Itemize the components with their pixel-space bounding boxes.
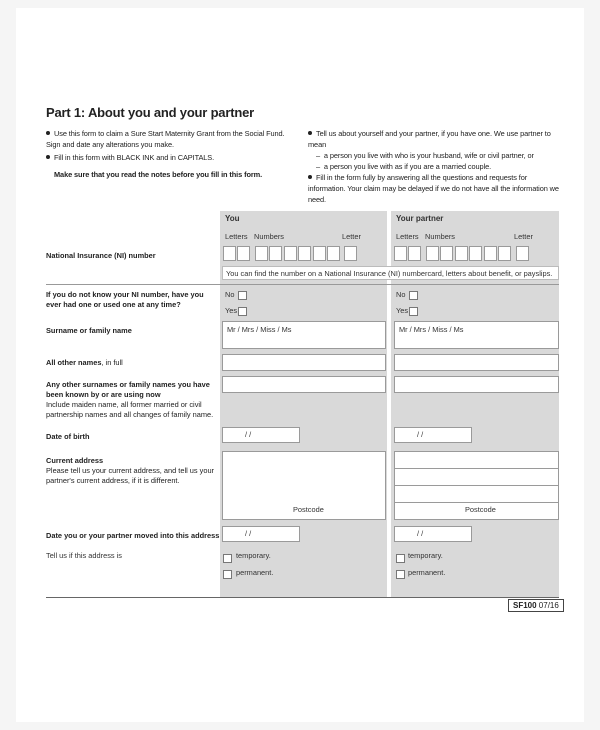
you-ni-cell[interactable] [237,246,250,261]
intro-bullet-2: Fill in this form with BLACK INK and in CAPITALS. [46,152,291,163]
address-label: Current address Please tell us your current address, and tell us your partner's current address, if it is different. [46,456,215,485]
partner-ni-cell[interactable] [426,246,439,261]
you-no-label: No [225,290,235,299]
address-line [395,468,558,469]
moved-date-label: Date you or your partner moved into this address [46,531,220,540]
dob-label: Date of birth [46,432,90,441]
you-yes-checkbox[interactable] [238,307,247,316]
bullet-icon [46,131,50,135]
ni-hint-text: You can find the number on a National Insurance (NI) numbercard, letters about benefit, or payslips. [226,269,553,278]
intro-bullet-1: Use this form to claim a Sure Start Maternity Grant from the Social Fund. Sign and date any alterations you make. [46,129,285,149]
read-notes-warning: Make sure that you read the notes before you fill in this form. [54,170,263,179]
partner-address-input[interactable] [394,451,559,520]
partner-temporary-checkbox[interactable] [396,554,405,563]
you-ni-cell[interactable] [313,246,326,261]
partner-ni-cell[interactable] [516,246,529,261]
you-header: You [225,214,240,223]
partner-ni-letters-label: Letters [396,232,419,241]
you-permanent-checkbox[interactable] [223,570,232,579]
partner-other-surnames-input[interactable] [394,376,559,393]
partner-ni-letter-label: Letter [514,232,533,241]
you-permanent-label: permanent. [236,568,274,577]
surname-label: Surname or family name [46,326,132,335]
partner-permanent-checkbox[interactable] [396,570,405,579]
bottom-rule [46,597,559,598]
you-ni-cell[interactable] [284,246,297,261]
other-names-label: All other names, in full [46,358,123,367]
other-surnames-label: Any other surnames or family names you have been known by or are using now Include maiden name, all former married or civil partnership names and all changes of family name. [46,380,216,420]
partner-moved-sep: / / [417,529,424,538]
you-ni-numbers-label: Numbers [254,232,284,241]
you-ni-letters-label: Letters [225,232,248,241]
you-ni-cell[interactable] [255,246,268,261]
form-code: SF100 07/16 [508,599,564,612]
partner-dob-sep: / / [417,430,424,439]
you-other-surnames-input[interactable] [222,376,386,393]
partner-def-1: – a person you live with who is your husband, wife or civil partner, or [316,151,534,160]
bullet-icon [308,175,312,179]
you-temporary-checkbox[interactable] [223,554,232,563]
you-moved-sep: / / [245,529,252,538]
other-surnames-note: Include maiden name, all former married or civil partnership names and all changes of family name. [46,400,214,419]
partner-no-checkbox[interactable] [409,291,418,300]
partner-dob-input[interactable] [394,427,472,443]
address-line [395,502,558,503]
partner-ni-cell[interactable] [484,246,497,261]
part-title: Part 1: About you and your partner [46,105,254,120]
bullet-icon [46,155,50,159]
partner-yes-label: Yes [396,306,409,315]
you-dob-sep: / / [245,430,252,439]
partner-ni-cell[interactable] [440,246,453,261]
ni-unknown-label: If you do not know your NI number, have you ever had one or used one at any time? [46,290,204,309]
you-ni-cell[interactable] [344,246,357,261]
you-other-names-input[interactable] [222,354,386,371]
you-ni-cell[interactable] [223,246,236,261]
address-note: Please tell us your current address, and tell us your partner's current address, if it is different. [46,466,215,485]
intro-bullet-fill: Fill in the form fully by answering all the questions and requests for information. Your claim may be delayed if we do not have all the information we need. [308,173,559,204]
form-page [16,8,584,722]
partner-ni-cell[interactable] [394,246,407,261]
partner-ni-cell[interactable] [469,246,482,261]
you-surname-input[interactable] [222,321,386,349]
partner-header: Your partner [396,214,444,223]
you-ni-letter-label: Letter [342,232,361,241]
bullet-icon [308,131,312,135]
you-yes-label: Yes [225,306,238,315]
partner-yes-checkbox[interactable] [409,307,418,316]
address-line [395,485,558,486]
you-temporary-label: temporary. [236,551,271,560]
partner-no-label: No [396,290,406,299]
intro-right [308,128,563,205]
partner-ni-cell[interactable] [408,246,421,261]
you-ni-cell[interactable] [327,246,340,261]
intro-left [46,128,291,180]
you-ni-cell[interactable] [269,246,282,261]
you-address-input[interactable] [222,451,386,520]
you-moved-date-input[interactable] [222,526,300,542]
ni-number-label: National Insurance (NI) number [46,251,156,260]
partner-ni-numbers-label: Numbers [425,232,455,241]
partner-permanent-label: permanent. [408,568,446,577]
partner-ni-cell[interactable] [455,246,468,261]
partner-title-options: Mr / Mrs / Miss / Ms [399,325,464,334]
address-is-label: Tell us if this address is [46,551,122,560]
you-postcode-label: Postcode [293,505,324,514]
you-title-options: Mr / Mrs / Miss / Ms [227,325,292,334]
you-ni-cell[interactable] [298,246,311,261]
partner-ni-cell[interactable] [498,246,511,261]
partner-postcode-label: Postcode [465,505,496,514]
intro-bullet-partner: Tell us about yourself and your partner, if you have one. We use partner to mean [308,129,551,149]
partner-other-names-input[interactable] [394,354,559,371]
partner-surname-input[interactable] [394,321,559,349]
partner-moved-date-input[interactable] [394,526,472,542]
partner-def-2: – a person you live with as if you are a married couple. [316,162,492,171]
you-dob-input[interactable] [222,427,300,443]
ni-hint-box [222,266,559,280]
row-divider [46,284,559,285]
you-no-checkbox[interactable] [238,291,247,300]
partner-temporary-label: temporary. [408,551,443,560]
